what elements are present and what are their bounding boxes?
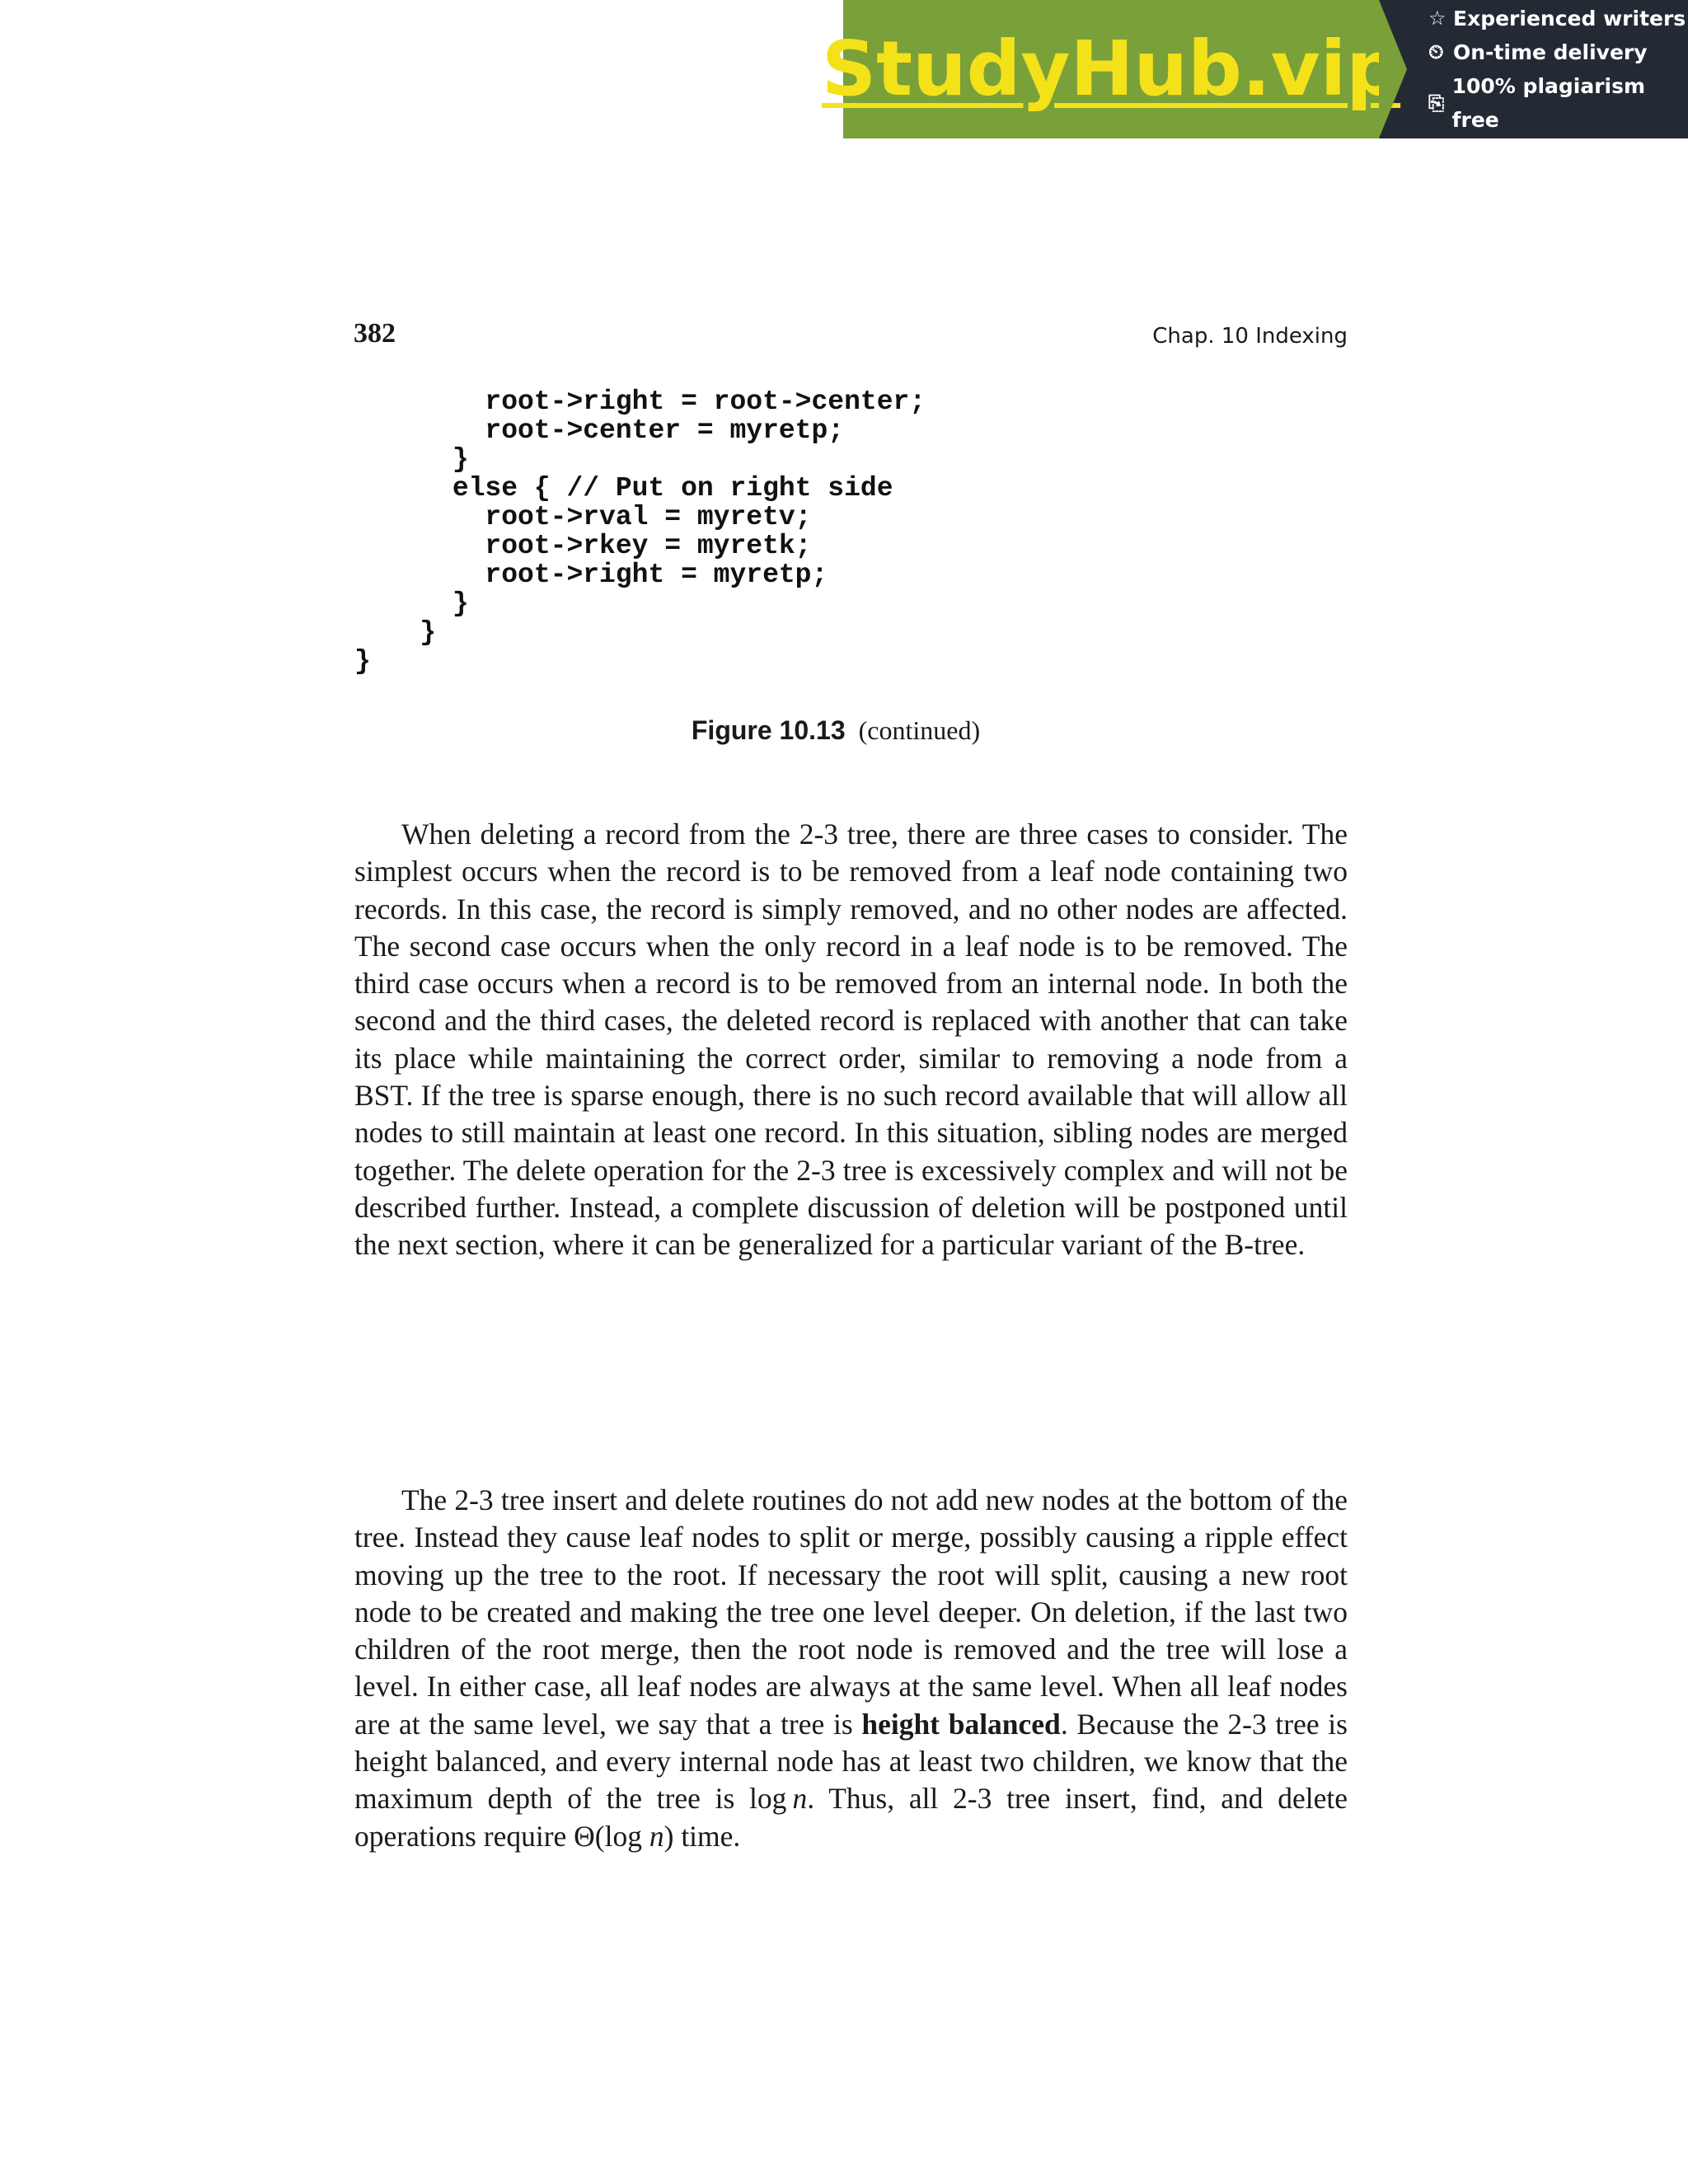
perk-item [1428, 69, 1688, 137]
paragraph-text: . Thus, all 2-3 tree insert, find, and delete operations require [354, 1782, 1348, 1853]
star-outline-icon: ☆ [1428, 7, 1447, 30]
code-line: } [354, 444, 469, 475]
math-log-n: log n [749, 1782, 808, 1816]
perk-label: On-time delivery [1453, 40, 1648, 64]
code-line: root->center = myretp; [354, 415, 845, 446]
figure-note: (continued) [858, 715, 981, 745]
paragraph-text: . Because the 2-3 tree is height balanced, and every internal node has at least two children, we know that the maximum depth of the tree is [354, 1707, 1348, 1816]
ad-banner[interactable] [821, 0, 1688, 138]
figure-caption [0, 715, 1688, 746]
paragraph-text: The 2-3 tree insert and delete routines do not add new nodes at the bottom of the tree. Instead they cause leaf nodes to split or merge, possibly causing a ripple effect moving up the tree to the root. If necessary the root will split, causing a new root node to be created and making the tree one level deeper. On deletion, if the last two children of the root merge, then the root node is removed and the tree will lose a level. In either case, all leaf nodes are always at the same level. When all leaf nodes are at the same level, we say that a tree is [354, 1483, 1348, 1741]
perk-label: 100% plagiarism free [1451, 74, 1646, 132]
code-line: else { // Put on right side [354, 473, 893, 504]
figure-label: Figure 10.13 [691, 715, 846, 745]
body-paragraph [354, 1482, 1348, 1855]
ad-brand-panel [821, 0, 1401, 138]
code-line: } [354, 617, 437, 648]
brand-logo: StudyHub.vip [821, 25, 1401, 113]
page-number: 382 [354, 318, 396, 349]
code-line: } [354, 646, 371, 677]
code-line: root->rkey = myretk; [354, 531, 812, 561]
code-line: root->right = myretp; [354, 560, 828, 590]
document-copy-icon: ⎘ [1428, 91, 1445, 115]
code-line: root->rval = myretv; [354, 502, 812, 532]
paragraph-text: time. [673, 1819, 741, 1853]
code-line: root->right = root->center; [354, 387, 926, 417]
clock-icon: ⏲ [1428, 40, 1444, 63]
code-listing [354, 387, 926, 676]
ad-perks-panel [1379, 0, 1688, 138]
perk-item [1428, 35, 1688, 69]
perk-label: Experienced writers [1453, 7, 1686, 30]
perk-item [1428, 2, 1688, 35]
key-term: height balanced [861, 1707, 1061, 1741]
running-head: Chap. 10 Indexing [1152, 324, 1348, 349]
code-line: } [354, 588, 469, 619]
math-theta-log-n: Θ(log n) [574, 1819, 674, 1853]
body-paragraph: When deleting a record from the 2-3 tree, there are three cases to consider. The simplest occurs when the record is to be removed from a leaf node containing two records. In this case, the record is simply removed, and no other nodes are affected. The second case occurs when the only record in a leaf node is to be removed. The third case occurs when a record is to be removed from an internal node. In both the second and the third cases, the deleted record is replaced with another that can take its place while maintaining the correct order, similar to removing a node from a BST. If the tree is sparse enough, there is no such record available that will allow all nodes to still maintain at least one record. In this situation, sibling nodes are merged together. The delete operation for the 2-3 tree is excessively complex and will not be described further. Instead, a complete discussion of deletion will be postponed until the next section, where it can be generalized for a particular variant of the B-tree. [354, 818, 1348, 1262]
